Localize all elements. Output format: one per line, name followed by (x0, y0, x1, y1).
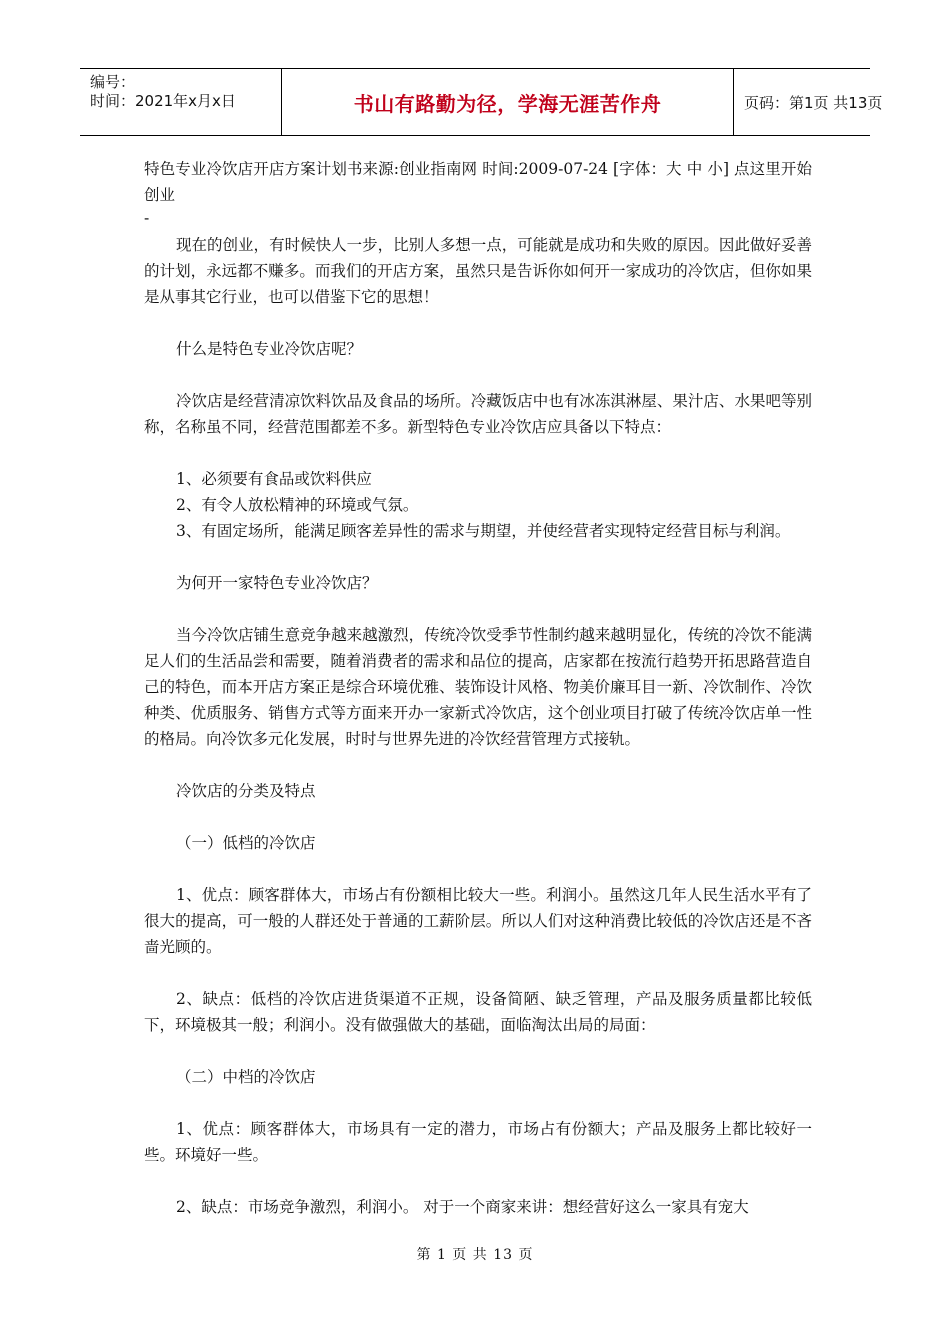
document-body (144, 156, 812, 1220)
paragraph-intro: 现在的创业，有时候快人一步，比别人多想一点，可能就是成功和失败的原因。因此做好妥善的计划，永远都不赚多。而我们的开店方案，虽然只是告诉你如何开一家成功的冷饮店，但你如果是从事其它行业，也可以借鉴下它的思想！ (144, 236, 812, 306)
list-item-2: 2、有令人放松精神的环境或气氛。 (176, 496, 419, 514)
serial-label: 编号： (90, 73, 136, 91)
heading-low-end: （一）低档的冷饮店 (176, 834, 316, 852)
paragraph-low-cons: 2、缺点：低档的冷饮店进货渠道不正规，设备简陋、缺乏管理，产品及服务质量都比较低下，环境极其一般；利润小。没有做强做大的基础，面临淘汰出局的局面： (144, 990, 812, 1034)
paragraph-competition: 当今冷饮店铺生意竞争越来越激烈，传统冷饮受季节性制约越来越明显化，传统的冷饮不能满足人们的生活品尝和需要，随着消费者的需求和品位的提高，店家都在按流行趋势开拓思路营造自己的特色，而本开店方案正是综合环境优雅、装饰设计风格、物美价廉耳目一新、冷饮制作、冷饮种类、优质服务、销售方式等方面来开办一家新式冷饮店，这个创业项目打破了传统冷饮店单一性的格局。向冷饮多元化发展，时时与世界先进的冷饮经营管理方式接轨。 (144, 626, 812, 748)
date-label: 时间：2021年x月x日 (90, 92, 236, 110)
list-item-1: 1、必须要有食品或饮料供应 (176, 470, 372, 488)
document-header (80, 68, 883, 136)
paragraph-mid-pros: 1、优点：顾客群体大，市场具有一定的潜力，市场占有份额大；产品及服务上都比较好一些。环境好一些。 (144, 1120, 812, 1164)
paragraph-low-pros: 1、优点：顾客群体大，市场占有份额相比较大一些。利润小。虽然这几年人民生活水平有了很大的提高，可一般的人群还处于普通的工薪阶层。所以人们对这种消费比较低的冷饮店还是不吝啬光顾的。 (144, 886, 812, 956)
heading-mid-range: （二）中档的冷饮店 (176, 1068, 316, 1086)
paragraph-mid-cons: 2、缺点：市场竞争激烈，利润小。 对于一个商家来讲：想经营好这么一家具有宠大 (176, 1198, 749, 1216)
title-line: 特色专业冷饮店开店方案计划书来源:创业指南网 时间:2009-07-24 [字体：大 中 小] 点这里开始创业 (144, 160, 812, 204)
page-label: 页码：第1页 共13页 (744, 93, 883, 112)
motto-text: 书山有路勤为径，学海无涯苦作舟 (353, 91, 662, 116)
heading-why-open: 为何开一家特色专业冷饮店？ (176, 574, 378, 592)
heading-what-is: 什么是特色专业冷饮店呢？ (176, 340, 363, 358)
header-meta (80, 69, 282, 135)
paragraph-definition: 冷饮店是经营清凉饮料饮品及食品的场所。冷藏饭店中也有冰冻淇淋屋、果汁店、水果吧等别称，名称虽不同，经营范围都差不多。新型特色专业冷饮店应具备以下特点： (144, 392, 812, 436)
header-motto-cell (282, 69, 734, 135)
header-page-cell (734, 69, 883, 135)
dash-line: - (144, 209, 150, 227)
page-footer (0, 1244, 950, 1264)
heading-categories: 冷饮店的分类及特点 (176, 782, 316, 800)
footer-page-number: 第 1 页 共 13 页 (416, 1247, 534, 1263)
list-item-3: 3、有固定场所，能满足顾客差异性的需求与期望，并使经营者实现特定经营目标与利润。 (176, 522, 791, 540)
